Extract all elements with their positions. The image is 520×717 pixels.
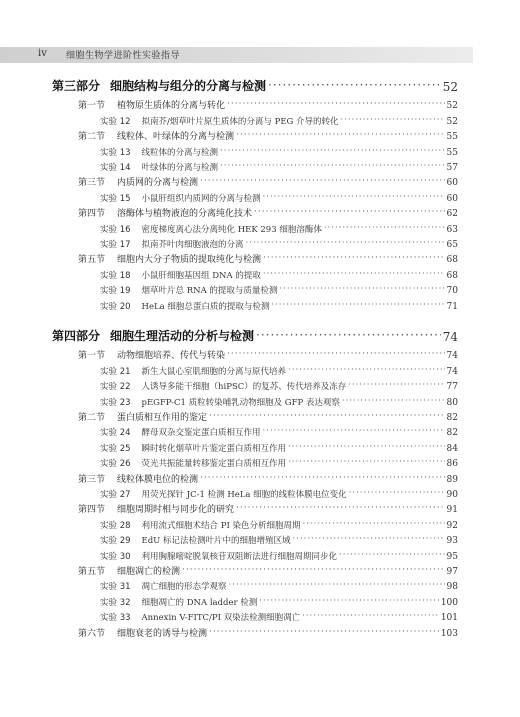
toc-dot-leader xyxy=(236,503,445,513)
toc-dot-leader xyxy=(349,488,445,498)
toc-row-exp xyxy=(100,393,458,408)
toc-entry-label: 实验 13 xyxy=(100,148,131,158)
toc-dot-leader xyxy=(341,115,445,125)
toc-entry-page: 90 xyxy=(446,490,458,500)
toc-dot-leader xyxy=(263,426,445,436)
toc-dot-leader xyxy=(293,534,445,544)
toc-entry-page: 52 xyxy=(442,80,458,94)
toc-row-section xyxy=(78,470,458,485)
toc-entry-page: 95 xyxy=(446,552,458,562)
toc-entry-page: 77 xyxy=(446,382,458,392)
toc-entry-title: 新生大鼠心室肌细胞的分离与原代培养 xyxy=(141,367,287,377)
toc-entry-title: 利用流式细胞术结合 PI 染色分析细胞周期 xyxy=(141,521,301,531)
toc-entry-label: 第四节 xyxy=(78,505,106,515)
toc-entry-label: 实验 14 xyxy=(100,163,131,173)
toc-dot-leader xyxy=(200,176,445,186)
toc-row-section xyxy=(78,408,458,423)
toc-dot-leader xyxy=(209,627,439,637)
toc-entry-label: 第三节 xyxy=(78,178,106,188)
toc-entry-page: 82 xyxy=(446,413,458,423)
toc-dot-leader xyxy=(342,396,445,406)
toc-dot-leader xyxy=(256,328,441,342)
toc-row-exp xyxy=(100,423,458,438)
toc-dot-leader xyxy=(227,349,445,359)
toc-row-exp xyxy=(100,112,458,127)
toc-row-exp xyxy=(100,439,458,454)
toc-entry-label: 第一节 xyxy=(78,101,106,111)
toc-dot-leader xyxy=(227,99,445,109)
toc-entry-title: 叶绿体的分离与检测 xyxy=(141,163,219,173)
toc-entry-title: Annexin V-FITC/PI 双染法检测细胞凋亡 xyxy=(141,613,301,623)
toc-entry-title: 人诱导多能干细胞（hiPSC）的复苏、传代培养及冻存 xyxy=(141,382,347,392)
toc-entry-page: 55 xyxy=(446,132,458,142)
toc-dot-leader xyxy=(220,146,445,156)
toc-row-section xyxy=(78,204,458,219)
toc-entry-page: 57 xyxy=(446,163,458,173)
toc-entry-page: 103 xyxy=(440,629,458,639)
toc-dot-leader xyxy=(348,380,444,390)
toc-entry-label: 实验 25 xyxy=(100,444,131,454)
toc-dot-leader xyxy=(302,611,439,621)
toc-entry-label: 第一节 xyxy=(78,351,106,361)
toc-row-exp xyxy=(100,220,458,235)
toc-entry-label: 实验 32 xyxy=(100,598,131,608)
toc-row-exp xyxy=(100,189,458,204)
toc-entry-page: 60 xyxy=(446,178,458,188)
toc-entry-page: 71 xyxy=(446,302,458,312)
toc-row-exp xyxy=(100,235,458,250)
toc-entry-page: 101 xyxy=(440,613,458,623)
toc-entry-label: 实验 12 xyxy=(100,117,131,127)
toc-dot-leader xyxy=(263,192,445,202)
header-page-number: iv xyxy=(38,48,47,59)
toc-row-section xyxy=(78,500,458,515)
toc-row-exp xyxy=(100,577,458,592)
toc-row-part xyxy=(52,76,458,94)
toc-entry-label: 第三部分 xyxy=(52,79,101,93)
toc-entry-title: 溶酶体与植物液泡的分离纯化技术 xyxy=(117,209,253,219)
toc-entry-label: 第五节 xyxy=(78,255,106,265)
toc-entry-label: 实验 22 xyxy=(100,382,131,392)
toc-row-exp xyxy=(100,266,458,281)
toc-entry-label: 第六节 xyxy=(78,629,106,639)
toc-entry-label: 实验 31 xyxy=(100,582,131,592)
toc-entry-page: 68 xyxy=(446,255,458,265)
toc-entry-title: 细胞衰老的诱导与检测 xyxy=(117,629,208,639)
toc-row-exp xyxy=(100,297,458,312)
toc-entry-page: 70 xyxy=(446,286,458,296)
toc-row-section xyxy=(78,624,458,639)
toc-entry-title: HeLa 细胞总蛋白质的提取与检测 xyxy=(141,302,270,312)
toc-entry-page: 89 xyxy=(446,475,458,485)
toc-dot-leader xyxy=(268,78,441,92)
toc-row-section xyxy=(78,250,458,265)
toc-dot-leader xyxy=(263,253,445,263)
toc-entry-title: 细胞凋亡的检测 xyxy=(117,567,181,577)
toc-entry-title: 动物细胞培养、传代与转染 xyxy=(117,351,226,361)
toc-dot-leader xyxy=(288,457,445,467)
toc-entry-label: 第五节 xyxy=(78,567,106,577)
toc-entry-label: 实验 28 xyxy=(100,521,131,531)
toc-dot-leader xyxy=(288,365,445,375)
toc-dot-leader xyxy=(254,207,445,217)
toc-row-exp xyxy=(100,158,458,173)
toc-entry-label: 实验 15 xyxy=(100,194,131,204)
toc-row-exp xyxy=(100,281,458,296)
toc-dot-leader xyxy=(263,269,445,279)
toc-entry-label: 实验 18 xyxy=(100,271,131,281)
toc-dot-leader xyxy=(324,223,445,233)
toc-dot-leader xyxy=(182,565,445,575)
toc-entry-page: 65 xyxy=(446,240,458,250)
toc-entry-page: 74 xyxy=(442,330,458,344)
toc-row-section xyxy=(78,127,458,142)
toc-row-exp xyxy=(100,485,458,500)
toc-row-section xyxy=(78,562,458,577)
toc-dot-leader xyxy=(200,473,445,483)
toc-entry-page: 100 xyxy=(440,598,458,608)
toc-dot-leader xyxy=(288,442,445,452)
toc-entry-title: 细胞结构与组分的分离与检测 xyxy=(110,79,267,93)
toc-entry-page: 63 xyxy=(446,225,458,235)
toc-entry-label: 实验 26 xyxy=(100,459,131,469)
toc-entry-page: 80 xyxy=(446,398,458,408)
toc-entry-title: 细胞生理活动的分析与检测 xyxy=(110,329,255,343)
toc-entry-title: 蛋白质相互作用的鉴定 xyxy=(117,413,208,423)
toc-entry-page: 52 xyxy=(446,101,458,111)
toc-entry-page: 91 xyxy=(446,505,458,515)
toc-entry-page: 92 xyxy=(446,521,458,531)
toc-entry-title: 拟南芥叶肉细胞液泡的分离 xyxy=(141,240,244,250)
toc-row-exp xyxy=(100,377,458,392)
toc-entry-page: 97 xyxy=(446,567,458,577)
toc-entry-label: 第四部分 xyxy=(52,329,101,343)
toc-dot-leader xyxy=(259,596,439,606)
toc-entry-label: 实验 21 xyxy=(100,367,131,377)
toc-entry-page: 62 xyxy=(446,209,458,219)
toc-entry-label: 实验 16 xyxy=(100,225,131,235)
toc-row-section xyxy=(78,173,458,188)
toc-entry-page: 86 xyxy=(446,459,458,469)
toc-dot-leader xyxy=(339,550,445,560)
toc-row-exp xyxy=(100,531,458,546)
toc-row-exp xyxy=(100,547,458,562)
toc-dot-leader xyxy=(271,300,444,310)
toc-entry-page: 74 xyxy=(446,367,458,377)
toc-row-section xyxy=(78,346,458,361)
toc-entry-label: 实验 30 xyxy=(100,552,131,562)
toc-entry-title: 用荧光探针 JC-1 检测 HeLa 细胞的线粒体膜电位变化 xyxy=(141,490,347,500)
toc-entry-page: 93 xyxy=(446,536,458,546)
toc-entry-label: 实验 24 xyxy=(100,428,131,438)
toc-dot-leader xyxy=(246,238,445,248)
toc-entry-page: 84 xyxy=(446,444,458,454)
toc-entry-title: 密度梯度离心法分离纯化 HEK 293 细胞溶酶体 xyxy=(141,225,322,235)
toc-entry-label: 第四节 xyxy=(78,209,106,219)
toc-entry-page: 68 xyxy=(446,271,458,281)
toc-entry-page: 60 xyxy=(446,194,458,204)
toc-dot-leader xyxy=(220,161,445,171)
toc-entry-title: 拟南芥/烟草叶片原生质体的分离与 PEG 介导的转化 xyxy=(141,117,339,127)
toc-row-exp xyxy=(100,593,458,608)
toc-entry-label: 实验 19 xyxy=(100,286,131,296)
toc-entry-page: 74 xyxy=(446,351,458,361)
toc-entry-label: 实验 29 xyxy=(100,536,131,546)
toc-row-section xyxy=(78,96,458,111)
toc-entry-label: 实验 23 xyxy=(100,398,131,408)
toc-dot-leader xyxy=(209,411,445,421)
toc-row-exp xyxy=(100,143,458,158)
toc-entry-label: 第三节 xyxy=(78,475,106,485)
toc-entry-title: 线粒体、叶绿体的分离与检测 xyxy=(117,132,235,142)
header-book-title: 细胞生物学进阶性实验指导 xyxy=(66,51,181,61)
toc-row-part xyxy=(52,326,458,344)
toc-entry-title: 植物原生质体的分离与转化 xyxy=(117,101,226,111)
toc-entry-title: 内质网的分离与检测 xyxy=(117,178,199,188)
toc-entry-label: 实验 27 xyxy=(100,490,131,500)
toc-entry-title: 荧光共振能量转移鉴定蛋白质相互作用 xyxy=(141,459,287,469)
toc-row-exp xyxy=(100,454,458,469)
toc-entry-title: 线粒体膜电位的检测 xyxy=(117,475,199,485)
toc-dot-leader xyxy=(303,519,445,529)
toc-entry-title: 细胞凋亡的 DNA ladder 检测 xyxy=(141,598,258,608)
toc-entry-title: 烟草叶片总 RNA 的提取与质量检测 xyxy=(141,286,278,296)
toc-entry-label: 实验 17 xyxy=(100,240,131,250)
toc-entry-title: 瞬时转化烟草叶片鉴定蛋白质相互作用 xyxy=(141,444,287,454)
toc-entry-title: 小鼠肝组织内质网的分离与检测 xyxy=(141,194,261,204)
toc-entry-page: 55 xyxy=(446,148,458,158)
toc-entry-title: 凋亡细胞的形态学观察 xyxy=(141,582,227,592)
toc-entry-page: 52 xyxy=(446,117,458,127)
toc-dot-leader xyxy=(229,580,445,590)
toc-entry-label: 第二节 xyxy=(78,413,106,423)
toc-entry-title: 细胞内大分子物质的提取纯化与检测 xyxy=(117,255,262,265)
toc-row-exp xyxy=(100,362,458,377)
toc-entry-label: 第二节 xyxy=(78,132,106,142)
toc-entry-title: 利用胸腺嘧啶脱氧核苷双阻断法进行细胞周期同步化 xyxy=(141,552,338,562)
toc-entry-page: 98 xyxy=(446,582,458,592)
toc-entry-title: pEGFP-C1 质粒转染哺乳动物细胞及 GFP 表达观察 xyxy=(141,398,340,408)
toc-entry-title: 线粒体的分离与检测 xyxy=(141,148,219,158)
toc-dot-leader xyxy=(236,130,445,140)
toc-entry-page: 82 xyxy=(446,428,458,438)
toc-entry-label: 实验 20 xyxy=(100,302,131,312)
toc-dot-leader xyxy=(279,284,444,294)
toc-entry-title: EdU 标记法检测叶片中的细胞增殖区域 xyxy=(141,536,291,546)
toc-entry-title: 酵母双杂交鉴定蛋白质相互作用 xyxy=(141,428,261,438)
toc-entry-title: 小鼠肝细胞基因组 DNA 的提取 xyxy=(141,271,261,281)
toc-entry-title: 细胞周期时相与同步化的研究 xyxy=(117,505,235,515)
toc-row-exp xyxy=(100,608,458,623)
toc-row-exp xyxy=(100,516,458,531)
toc-entry-label: 实验 33 xyxy=(100,613,131,623)
